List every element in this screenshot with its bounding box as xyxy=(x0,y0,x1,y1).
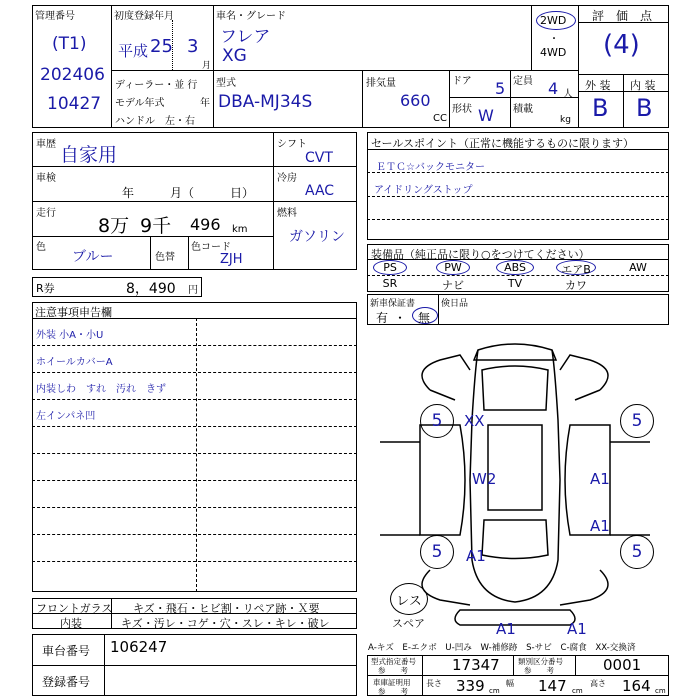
mark-rear-left: A1 xyxy=(466,547,486,565)
load-label: 積載 xyxy=(513,104,533,115)
cert-sub: 参 考 xyxy=(378,687,408,696)
ac-label: 冷房 xyxy=(277,173,297,184)
ext-label: 外 装 xyxy=(585,79,611,92)
length-value: 339 xyxy=(456,677,485,695)
tire-rear-right xyxy=(620,535,654,569)
mileage-sen: 9千 xyxy=(140,215,172,237)
yen-unit: 円 xyxy=(188,285,198,296)
shape-label: 形状 xyxy=(452,104,472,115)
color-code-label: 色コード xyxy=(191,242,231,253)
mark-right-mid: A1 xyxy=(590,517,610,535)
mgmt-number-1: 202406 xyxy=(40,65,105,85)
note-item: 内装しわ すれ 汚れ きず xyxy=(36,384,166,395)
warranty-dot: ・ xyxy=(394,311,407,325)
tire-rear-left xyxy=(420,535,454,569)
dealer-label: ディーラー・並 行 xyxy=(115,80,198,91)
car-name-label: 車名・グレード xyxy=(216,11,286,22)
equipment-item: AW xyxy=(629,261,647,274)
shift-value: CVT xyxy=(305,150,333,166)
chassis-value: 106247 xyxy=(110,638,168,656)
mileage-man: 8万 xyxy=(98,215,130,237)
mgmt-number-2: 10427 xyxy=(47,94,102,114)
type-spec-label: 型式指定番号 xyxy=(371,657,416,666)
mark-bottom-right: A1 xyxy=(567,620,587,638)
mark-left-side: W2 xyxy=(472,470,497,488)
year-unit: 年 xyxy=(200,98,210,109)
interior-value: キズ・汚レ・コゲ・穴・スレ・キレ・破レ xyxy=(121,617,330,630)
grade: XG xyxy=(222,46,247,66)
equipment-item: PS xyxy=(383,261,397,274)
due-label: 倹日品 xyxy=(441,299,469,309)
km-unit: km xyxy=(232,224,248,235)
mark-front-left: XX xyxy=(464,412,485,430)
chassis-label: 車台番号 xyxy=(42,644,91,658)
interior-label: 内装 xyxy=(60,617,82,630)
era: 平成 xyxy=(118,42,149,60)
equipment-item: エアB xyxy=(561,263,591,276)
tire-value: 5 xyxy=(631,411,643,431)
model-year-label: モデル年式 xyxy=(115,98,165,109)
inspection-label: 車検 xyxy=(36,173,56,184)
displacement-label: 排気量 xyxy=(366,78,396,89)
type-value: 自家用 xyxy=(60,144,118,166)
note-item: 左インパネ凹 xyxy=(36,411,96,422)
car-name: フレア xyxy=(220,27,271,47)
width-value: 147 xyxy=(538,677,567,695)
note-item: 外装 小A・小U xyxy=(36,330,104,341)
tire-front-left xyxy=(420,404,454,438)
notes-header: 注意事項申告欄 xyxy=(35,306,112,319)
drive-dot: ・ xyxy=(549,34,559,45)
width-label: 幅 xyxy=(506,679,514,688)
mark-bottom-left: A1 xyxy=(496,620,516,638)
width-unit: cm xyxy=(572,687,583,695)
drive-4wd: 4WD xyxy=(540,46,567,59)
recycle-label: R券 xyxy=(36,282,55,295)
color-label: 色 xyxy=(36,242,46,253)
height-value: 164 xyxy=(622,677,651,695)
cert-label: 車庫証明用 xyxy=(373,678,411,687)
reg-label: 登録番号 xyxy=(42,675,91,689)
score: (4) xyxy=(603,30,640,60)
shape: W xyxy=(478,106,494,125)
displacement: 660 xyxy=(400,91,431,110)
equipment-item: ナビ xyxy=(442,279,464,292)
warranty-label: 新車保証書 xyxy=(370,299,416,309)
mark-right-front: A1 xyxy=(590,470,610,488)
color-change-label: 色替 xyxy=(155,252,175,263)
color-code: ZJH xyxy=(220,252,243,267)
equipment-header: 装備品（純正品に限り○をつけてください） xyxy=(371,248,590,261)
class-sub: 参 考 xyxy=(524,666,554,675)
tire-value: 5 xyxy=(431,411,443,431)
handle-label: ハンドル 左・右 xyxy=(115,116,195,127)
height-label: 高さ xyxy=(590,679,606,688)
door-label: ドア xyxy=(452,76,472,87)
fuel-label: 燃料 xyxy=(277,208,297,219)
type-spec-value: 17347 xyxy=(452,656,500,674)
spare-value: レス xyxy=(396,593,422,609)
note-item: ホイールカバーA xyxy=(36,357,113,368)
mgmt-label: 管理番号 xyxy=(35,11,75,22)
reg-year: 25 xyxy=(150,36,173,57)
legend: A-キズ E-エクボ U-凹み W-補修跡 S-サビ C-腐食 XX-交換済 xyxy=(368,643,636,653)
length-unit: cm xyxy=(489,687,500,695)
mgmt-t: (T1) xyxy=(52,34,87,54)
model-label: 型式 xyxy=(216,78,236,89)
warranty-no: 無 xyxy=(418,311,431,325)
score-label: 評 価 点 xyxy=(592,9,653,23)
warranty-yes: 有 xyxy=(376,311,389,325)
front-glass-label: フロントガラス xyxy=(36,602,113,615)
int-label: 内 装 xyxy=(630,79,656,92)
class-label: 類別区分番号 xyxy=(518,657,563,666)
cc-unit: CC xyxy=(433,113,447,124)
equipment-item: カワ xyxy=(565,279,587,292)
class-value: 0001 xyxy=(603,656,642,674)
inspection-text: 年 月（ 日） xyxy=(122,186,255,200)
tire-value: 5 xyxy=(631,542,643,562)
first-reg-label: 初度登録年月 xyxy=(114,11,174,22)
type-label: 車歴 xyxy=(36,139,56,150)
ac-value: AAC xyxy=(305,183,335,199)
fuel-value: ガソリン xyxy=(289,229,345,245)
reg-month: 3 xyxy=(187,36,199,57)
equipment-item: ABS xyxy=(504,261,526,274)
equipment-item: PW xyxy=(444,261,462,274)
equipment-item: TV xyxy=(507,277,523,290)
ext-grade: B xyxy=(592,94,609,122)
month-unit: 月 xyxy=(202,61,212,71)
recycle-value: 8，490 xyxy=(126,281,176,297)
capacity: 4 xyxy=(548,79,559,98)
spare-circle xyxy=(390,583,428,615)
sales-point-item: アイドリングストップ xyxy=(374,185,473,196)
equipment-item: SR xyxy=(382,277,398,290)
shift-label: シフト xyxy=(277,139,307,150)
spare-label: スペア xyxy=(392,617,425,630)
capacity-label: 定員 xyxy=(513,76,533,87)
tire-front-right xyxy=(620,404,654,438)
type-spec-sub: 参 考 xyxy=(378,666,408,675)
mileage-label: 走行 xyxy=(36,208,56,219)
doors: 5 xyxy=(495,79,506,98)
int-grade: B xyxy=(636,94,653,122)
sales-points-header: セールスポイント（正常に機能するものに限ります） xyxy=(371,137,635,150)
mileage-rest: 496 xyxy=(190,215,221,234)
drive-2wd: 2WD xyxy=(540,14,567,27)
color-value: ブルー xyxy=(72,249,114,265)
height-unit: cm xyxy=(655,687,666,695)
tire-value: 5 xyxy=(431,542,443,562)
person-unit: 人 xyxy=(563,89,573,100)
length-label: 長さ xyxy=(426,679,442,688)
sales-point-item: ＥＴＣ☆バックモニター xyxy=(376,162,485,173)
model: DBA-MJ34S xyxy=(218,92,313,112)
kg-unit: kg xyxy=(560,115,571,125)
front-glass-value: キズ・飛石・ヒビ割・リペア跡・Ｘ要 xyxy=(133,602,320,615)
